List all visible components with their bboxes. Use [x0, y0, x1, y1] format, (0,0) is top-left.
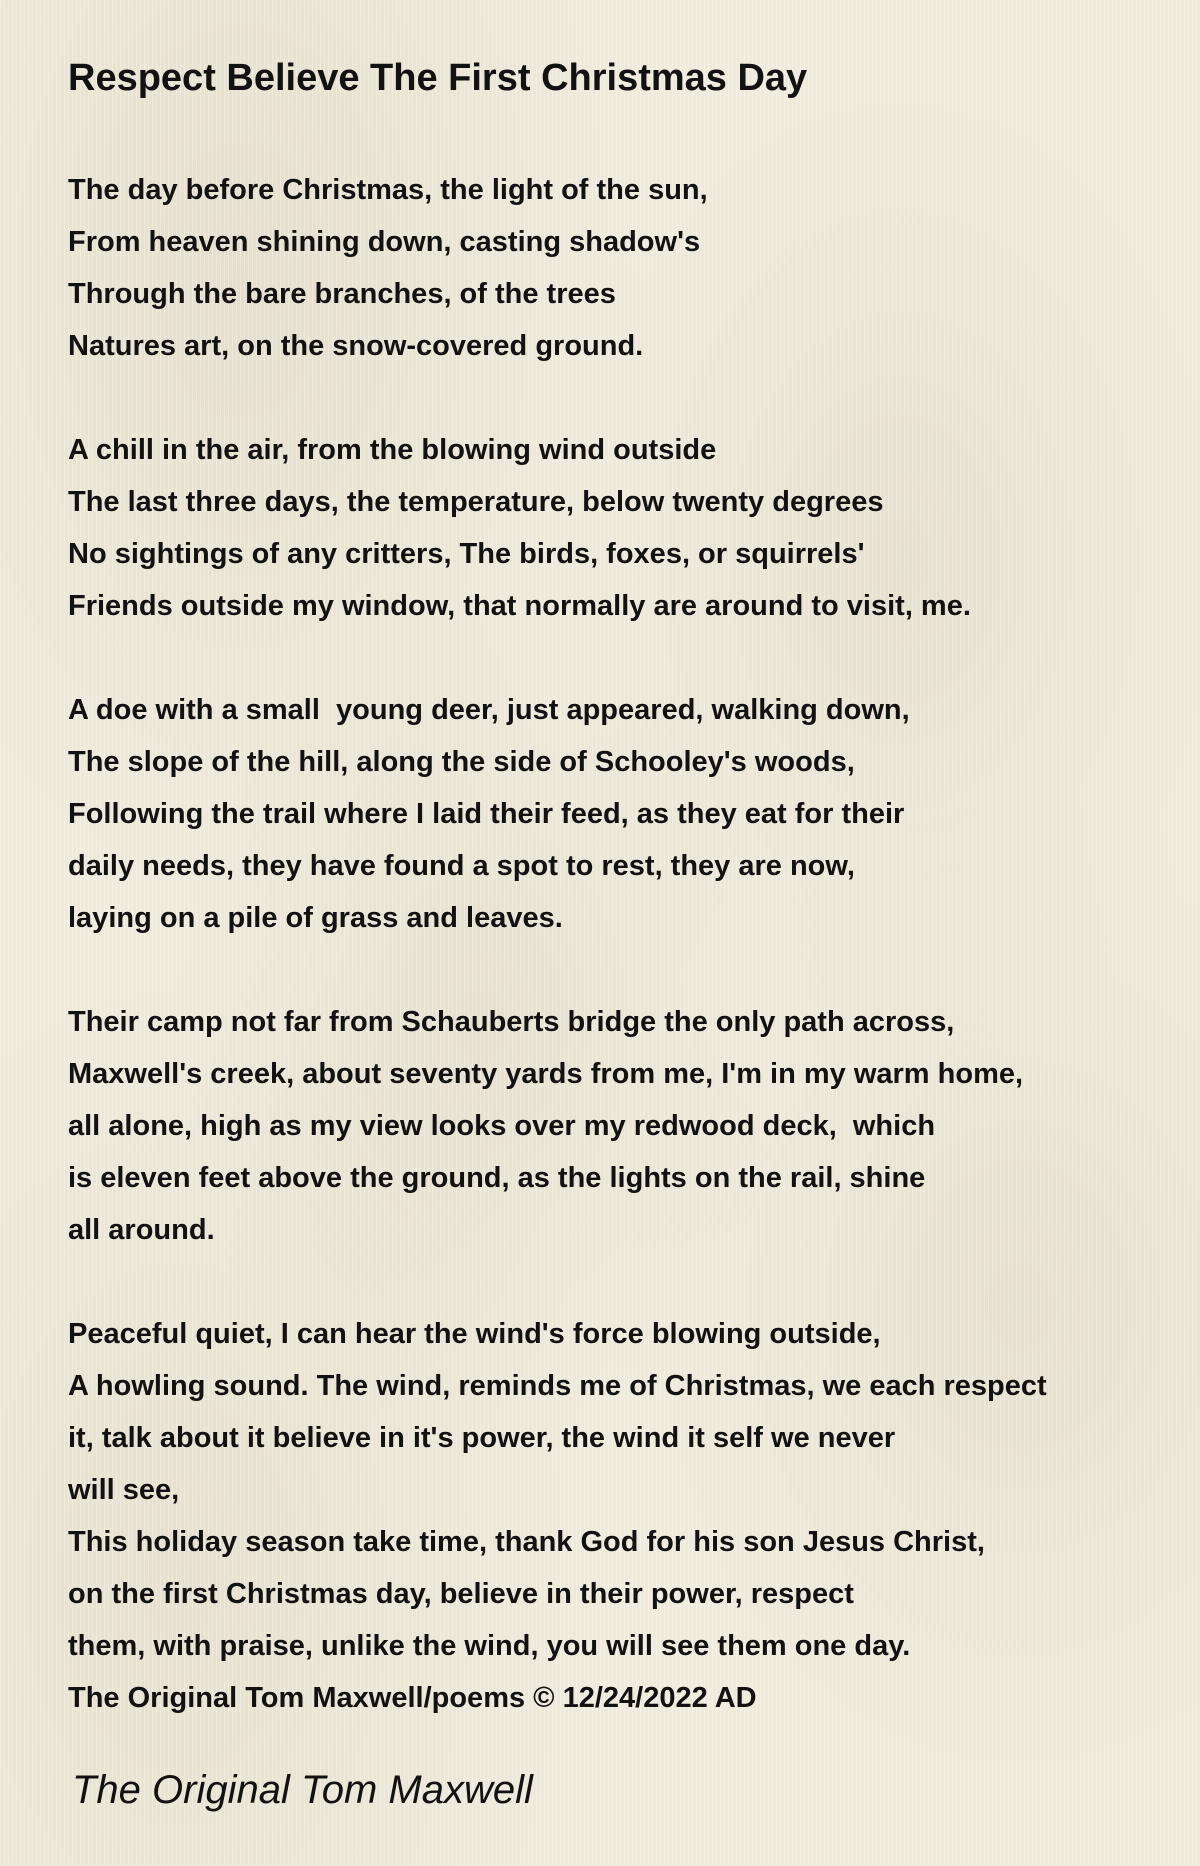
poem-line: laying on a pile of grass and leaves.	[68, 902, 563, 934]
poem-line: Peaceful quiet, I can hear the wind's force blowing outside,	[68, 1318, 881, 1350]
poem-line: is eleven feet above the ground, as the lights on the rail, shine	[68, 1162, 926, 1194]
copyright-line: The Original Tom Maxwell/poems © 12/24/2022 AD	[68, 1682, 757, 1714]
poem-title: Respect Believe The First Christmas Day	[68, 57, 808, 99]
poem-line: Following the trail where I laid their feed, as they eat for their	[68, 798, 905, 830]
poem-line: A doe with a small young deer, just appeared, walking down,	[68, 694, 910, 726]
poem-line: them, with praise, unlike the wind, you will see them one day.	[68, 1630, 911, 1662]
stanza-5	[68, 1308, 1178, 1724]
poem-line: Through the bare branches, of the trees	[68, 278, 616, 310]
stanza-2	[68, 424, 1178, 632]
poem-line: A chill in the air, from the blowing wind outside	[68, 434, 717, 466]
poem-line: it, talk about it believe in it's power, the wind it self we never	[68, 1422, 896, 1454]
poem-line: A howling sound. The wind, reminds me of Christmas, we each respect	[68, 1370, 1047, 1402]
poem-line: Friends outside my window, that normally are around to visit, me.	[68, 590, 971, 622]
poem-line: Natures art, on the snow-covered ground.	[68, 330, 644, 362]
poem-line: on the first Christmas day, believe in their power, respect	[68, 1578, 854, 1610]
poem-line: Maxwell's creek, about seventy yards from me, I'm in my warm home,	[68, 1058, 1024, 1090]
stanza-4	[68, 996, 1178, 1256]
poem-line: No sightings of any critters, The birds, foxes, or squirrels'	[68, 538, 865, 570]
poem-line: all alone, high as my view looks over my redwood deck, which	[68, 1110, 936, 1142]
stanza-3	[68, 684, 1178, 944]
poem-line: Their camp not far from Schauberts bridge the only path across,	[68, 1006, 955, 1038]
poem-line: daily needs, they have found a spot to rest, they are now,	[68, 850, 855, 882]
author-signature: The Original Tom Maxwell	[72, 1768, 533, 1812]
poem-line: will see,	[68, 1474, 180, 1506]
poem-line: The day before Christmas, the light of the sun,	[68, 174, 708, 206]
stanza-1	[68, 164, 1178, 372]
poem	[68, 48, 1178, 1724]
poem-line: The slope of the hill, along the side of Schooley's woods,	[68, 746, 855, 778]
poem-line: From heaven shining down, casting shadow's	[68, 226, 701, 258]
poem-line: all around.	[68, 1214, 215, 1246]
poem-line: This holiday season take time, thank God for his son Jesus Christ,	[68, 1526, 985, 1558]
poem-line: The last three days, the temperature, below twenty degrees	[68, 486, 884, 518]
